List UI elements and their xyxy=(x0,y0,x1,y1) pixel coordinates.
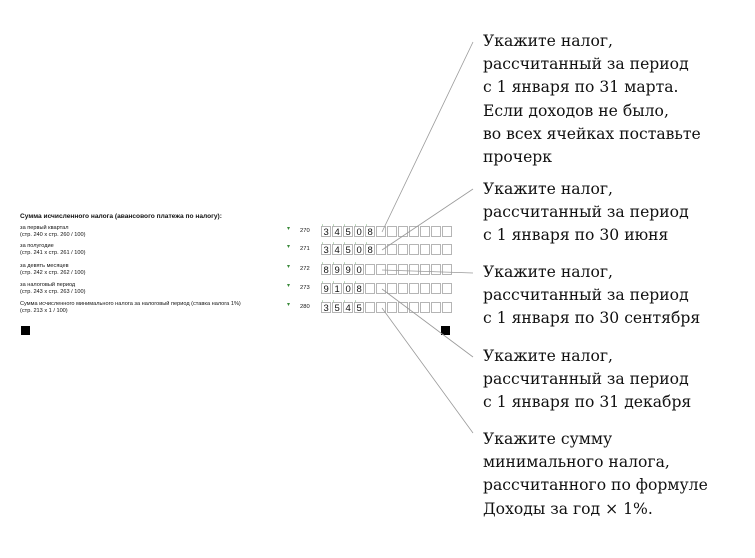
annotation-line: Доходы за год × 1%. xyxy=(483,499,653,518)
cell-marker-icon: ʻ xyxy=(354,282,357,288)
cell-marker-icon: ʻ xyxy=(354,243,357,249)
row-formula: (стр. 243 х стр. 263 / 100) xyxy=(20,289,86,295)
annotation-line: рассчитанный за период xyxy=(483,286,689,305)
digit-value: 9 xyxy=(334,265,340,276)
digit-value: 3 xyxy=(323,227,329,238)
cell-marker-icon: ʻ xyxy=(322,282,324,288)
callout-line-271 xyxy=(382,189,473,250)
annotation-year xyxy=(483,345,691,415)
digit-value: 5 xyxy=(345,245,351,256)
digit-value: 3 xyxy=(323,303,329,314)
marker-icon: ▾ xyxy=(287,226,291,232)
row-code: 273 xyxy=(300,285,310,291)
digit-value: 8 xyxy=(323,265,329,276)
digit-value: 4 xyxy=(345,303,351,314)
digit-value: 0 xyxy=(356,227,362,238)
digit-value: 5 xyxy=(334,303,340,314)
annotation-line: рассчитанного по формуле xyxy=(483,476,708,495)
cell-marker-icon: ʻ xyxy=(322,301,324,307)
marker-icon: ▾ xyxy=(287,302,291,308)
cell-marker-icon: ʻ xyxy=(365,225,368,231)
digit-value: 0 xyxy=(356,265,362,276)
annotation-line: Укажите налог, xyxy=(483,32,613,50)
annotation-line: с 1 января по 31 декабря xyxy=(483,393,692,412)
annotation-line: рассчитанный за период xyxy=(483,55,689,74)
callout-line-272 xyxy=(382,270,473,273)
cell-marker-icon: ʻ xyxy=(343,243,346,249)
digit-value: 0 xyxy=(356,245,362,256)
annotation-line: прочерк xyxy=(483,148,553,167)
row-code: 280 xyxy=(300,304,310,310)
annotation-line: Если доходов не было, xyxy=(483,101,669,120)
row-formula: (стр. 240 х стр. 260 / 100) xyxy=(20,232,86,238)
annotation-q1 xyxy=(483,30,701,169)
row-label: Сумма исчисленного минимального налога за налоговый период (ставка налога 1%) xyxy=(20,301,241,307)
cell-marker-icon: ʻ xyxy=(332,263,335,269)
marker-icon: ▾ xyxy=(287,264,291,270)
cell-marker-icon: ʻ xyxy=(322,243,324,249)
row-label: за первый квартал xyxy=(20,225,69,231)
cell-marker-icon: ʻ xyxy=(322,263,324,269)
annotation-half-year xyxy=(483,178,689,248)
row-label: за девять месяцев xyxy=(20,263,69,269)
annotation-line: рассчитанный за период xyxy=(483,203,689,222)
callout-line-270 xyxy=(382,42,473,232)
cell-marker-icon: ʻ xyxy=(332,243,335,249)
digit-value: 3 xyxy=(323,245,329,256)
marker-icon: ▾ xyxy=(287,244,291,250)
row-code: 272 xyxy=(300,266,310,272)
annotation-min-tax xyxy=(483,428,708,521)
callout-line-273 xyxy=(382,289,473,357)
annotation-line: Укажите сумму xyxy=(483,430,613,448)
cell-marker-icon: ʻ xyxy=(343,225,346,231)
row-code: 270 xyxy=(300,228,310,234)
digit-value: 5 xyxy=(356,303,362,314)
digit-value: 8 xyxy=(367,245,373,256)
annotation-line: с 1 января по 31 марта. xyxy=(483,78,679,97)
annotation-line: с 1 января по 30 сентября xyxy=(483,309,701,328)
row-formula: (стр. 241 х стр. 261 / 100) xyxy=(20,250,86,256)
cell-marker-icon: ʻ xyxy=(354,225,357,231)
digit-value: 0 xyxy=(345,284,351,295)
callout-line-280 xyxy=(382,308,473,433)
annotation-line: с 1 января по 30 июня xyxy=(483,226,669,245)
digit-value: 9 xyxy=(345,265,351,276)
digit-value: 9 xyxy=(323,284,329,295)
row-formula: (стр. 242 х стр. 262 / 100) xyxy=(20,270,86,276)
digit-value: 4 xyxy=(334,227,340,238)
marker-icon: ▾ xyxy=(287,283,291,289)
cell-marker-icon: ʻ xyxy=(354,301,357,307)
digit-value: 1 xyxy=(334,284,340,295)
cell-marker-icon: ʻ xyxy=(332,301,335,307)
row-label: за налоговый период xyxy=(20,282,76,288)
row-code: 271 xyxy=(300,246,310,252)
cell-marker-icon: ʻ xyxy=(332,282,335,288)
cell-marker-icon: ʻ xyxy=(343,263,346,269)
annotation-line: минимального налога, xyxy=(483,453,670,472)
annotation-line: Укажите налог, xyxy=(483,263,613,281)
digit-value: 5 xyxy=(345,227,351,238)
cell-marker-icon: ʻ xyxy=(343,301,346,307)
annotation-line: Укажите налог, xyxy=(483,347,613,365)
form-title: Сумма исчисленного налога (авансового платежа по налогу): xyxy=(20,213,222,220)
cell-marker-icon: ʻ xyxy=(365,243,368,249)
digit-value: 4 xyxy=(334,245,340,256)
annotation-line: Укажите налог, xyxy=(483,180,613,198)
cell-marker-icon: ʻ xyxy=(332,225,335,231)
digit-value: 8 xyxy=(367,227,373,238)
cell-marker-icon: ʻ xyxy=(343,282,346,288)
row-formula: (стр. 213 х 1 / 100) xyxy=(20,308,68,314)
annotation-line: во всех ячейках поставьте xyxy=(483,124,701,143)
row-label: за полугодие xyxy=(20,243,54,249)
annotation-line: рассчитанный за период xyxy=(483,370,689,389)
digit-value: 8 xyxy=(356,284,362,295)
annotation-nine-months xyxy=(483,261,700,331)
cell-marker-icon: ʻ xyxy=(354,263,357,269)
cell-marker-icon: ʻ xyxy=(322,225,324,231)
